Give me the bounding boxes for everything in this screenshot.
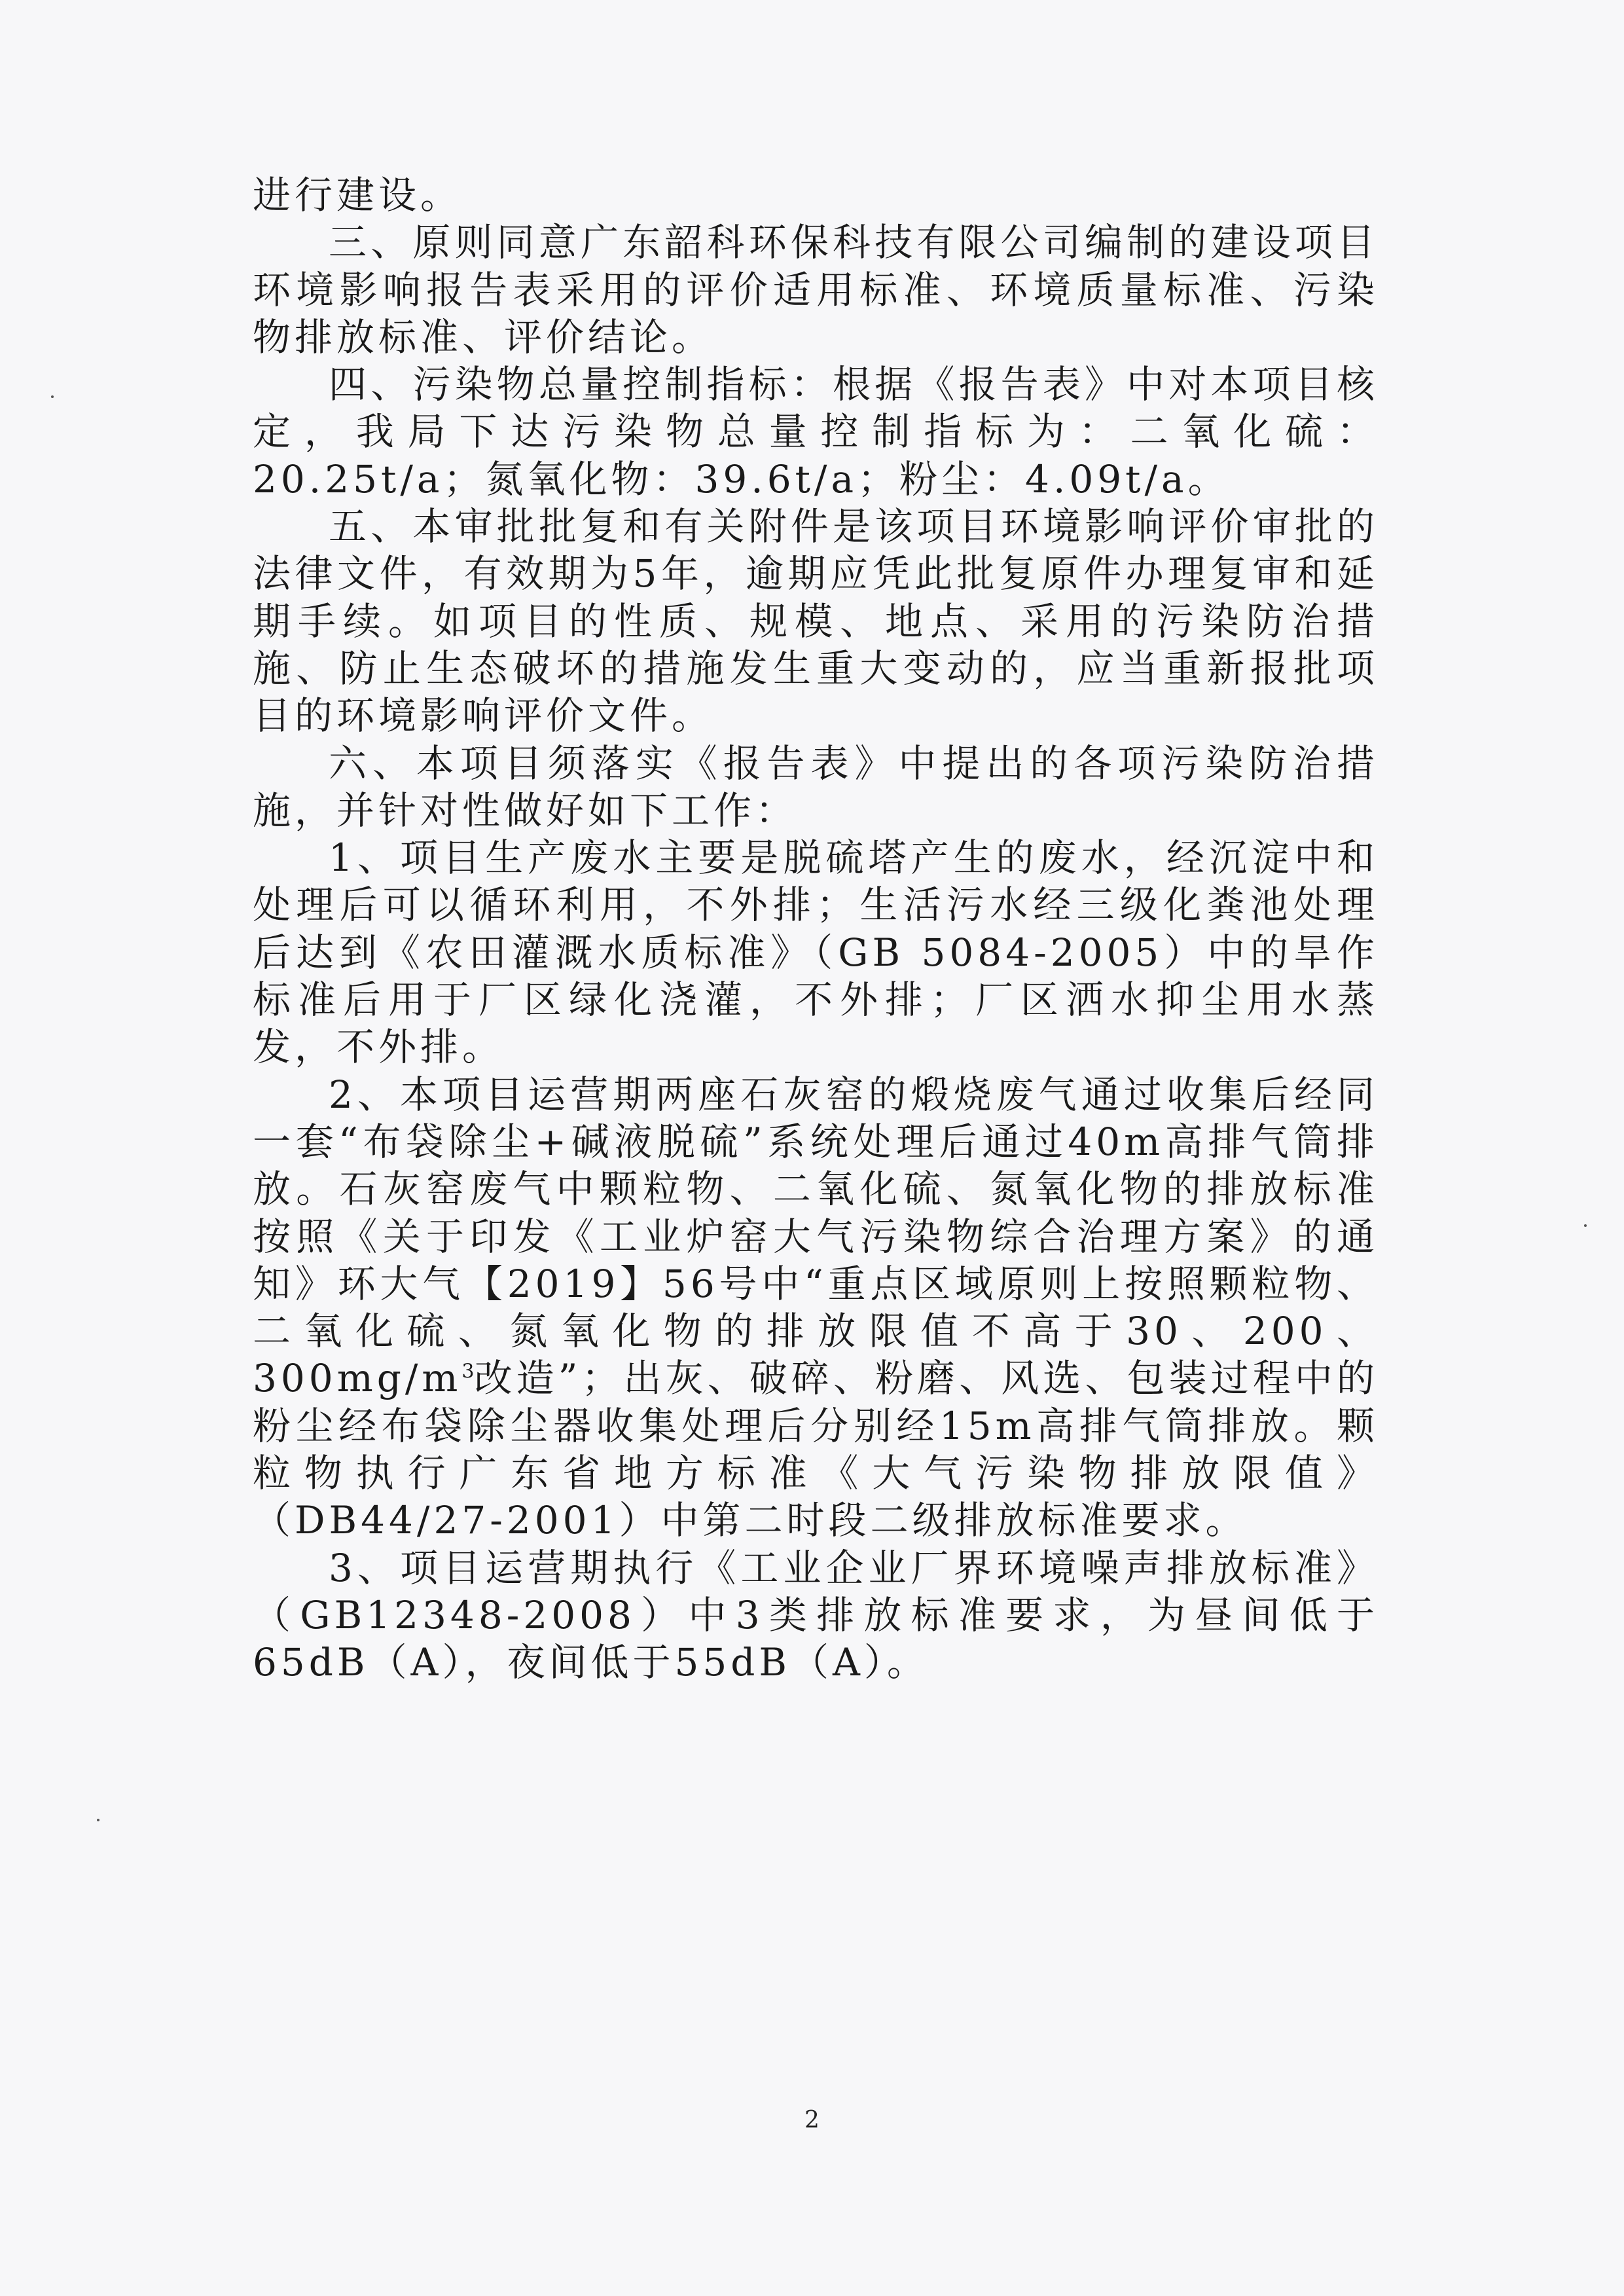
paragraph-subitem-2-part-a: 2、本项目运营期两座石灰窑的煅烧废气通过收集后经同一套“布袋除尘+碱液脱硫”系统处理后通过40m高排气筒排放。石灰窑废气中颗粒物、二氧化硫、氮氧化物的排放标准按照《关于印发《工业炉窑大气污染物综合治理方案》的通知》环大气【2019】56号中“重点区域原则上按照颗粒物、二氧化硫、氮氧化物的排放限值不高于30、200、300mg/m: [253, 1072, 1379, 1401]
paragraph-item-5: 五、本审批批复和有关附件是该项目环境影响评价审批的法律文件，有效期为5年，逾期应凭此批复原件办理复审和延期手续。如项目的性质、规模、地点、采用的污染防治措施、防止生态破坏的措施发生重大变动的，应当重新报批项目的环境影响评价文件。: [253, 504, 1379, 738]
paragraph-continuation: 进行建设。: [253, 173, 463, 217]
scan-speck: [51, 395, 54, 398]
scan-speck: [97, 1819, 99, 1821]
document-body: [253, 172, 1379, 1686]
paragraph-item-4: 四、污染物总量控制指标：根据《报告表》中对本项目核定，我局下达污染物总量控制指标为：二氧化硫：20.25t/a；氮氧化物：39.6t/a；粉尘：4.09t/a。: [253, 362, 1379, 501]
superscript-3: 3: [461, 1360, 475, 1384]
paragraph-subitem-2: [253, 1071, 1379, 1544]
page-number: 2: [804, 2107, 820, 2134]
paragraph-item-3: 三、原则同意广东韶科环保科技有限公司编制的建设项目环境影响报告表采用的评价适用标准、环境质量标准、污染物排放标准、评价结论。: [253, 220, 1379, 359]
paragraph-subitem-3: 3、项目运营期执行《工业企业厂界环境噪声排放标准》（GB12348-2008）中3类排放标准要求，为昼间低于65dB（A），夜间低于55dB（A）。: [253, 1545, 1379, 1685]
scan-speck: [1584, 1224, 1587, 1227]
paragraph-item-6: 六、本项目须落实《报告表》中提出的各项污染防治措施，并针对性做好如下工作：: [253, 740, 1379, 833]
paragraph-subitem-2-part-b: 改造”；出灰、破碎、粉磨、风选、包装过程中的粉尘经布袋除尘器收集处理后分别经15m高排气筒排放。颗粒物执行广东省地方标准《大气污染物排放限值》（DB44/27-2001）中第二时段二级排放标准要求。: [253, 1356, 1379, 1543]
paragraph-subitem-1: 1、项目生产废水主要是脱硫塔产生的废水，经沉淀中和处理后可以循环利用，不外排；生活污水经三级化粪池处理后达到《农田灌溉水质标准》（GB 5084-2005）中的旱作标准后用于厂区绿化浇灌，不外排；厂区洒水抑尘用水蒸发，不外排。: [253, 835, 1379, 1070]
